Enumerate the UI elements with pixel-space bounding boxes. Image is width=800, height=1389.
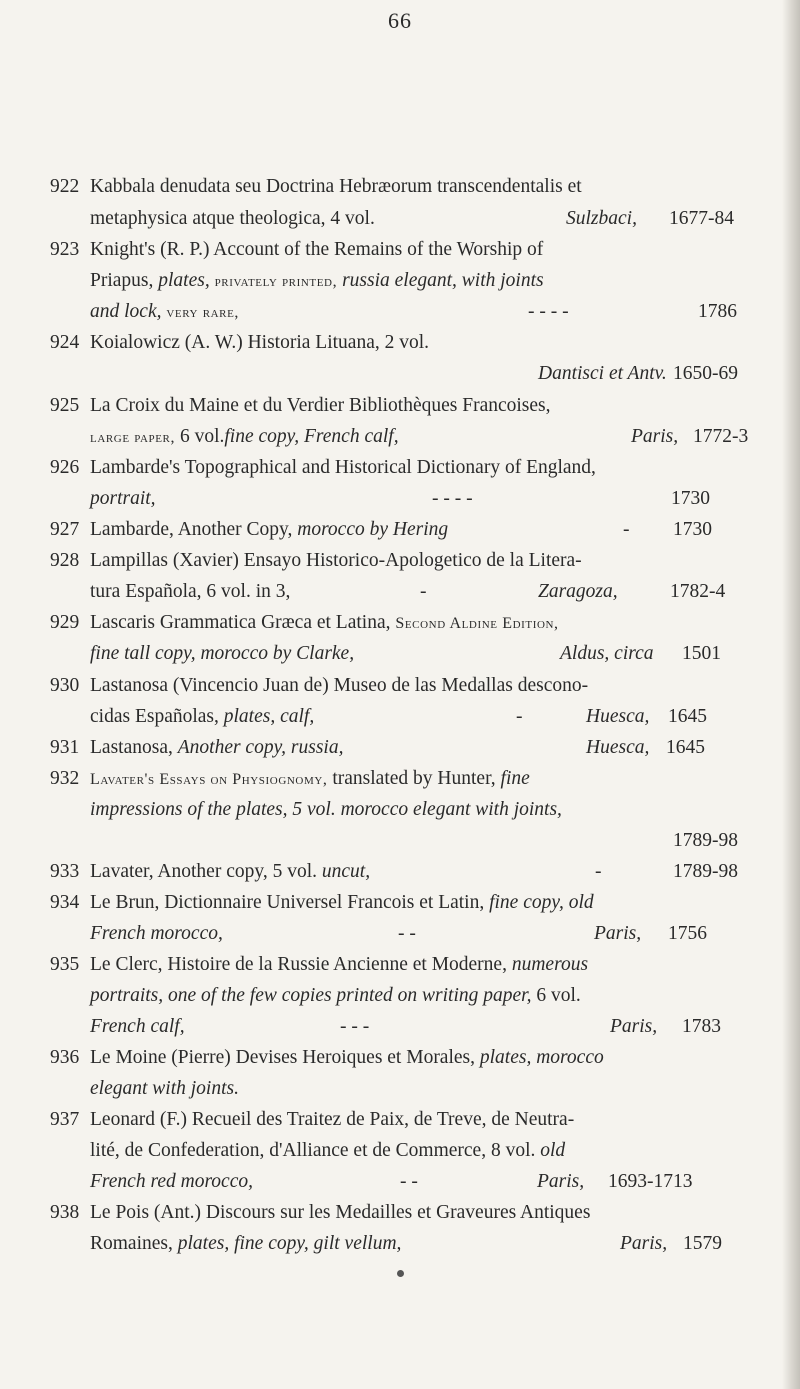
entry-text: Lambarde's Topographical and Historical Dictionary of England, [90,457,596,478]
entry-text: Leonard (F.) Recueil des Traitez de Paix, de Treve, de Neutra- [90,1109,575,1130]
entry-binding: fine tall copy, morocco by Clarke, [90,643,355,664]
entry-date: 1650-69 [673,363,738,384]
entry-number: 930 [50,675,80,696]
entry-date: 1783 [682,1016,721,1037]
entry-931 [50,738,343,758]
entry-935 [50,955,588,975]
entry-text: metaphysica atque theologica, 4 vol. [90,208,375,229]
entry-text: Lampillas (Xavier) Ensayo Historico-Apologetico de la Litera- [90,550,582,571]
entry-text: cidas Españolas, [90,706,224,727]
entry-binding: French calf, [90,1016,185,1037]
entry-number: 934 [50,892,80,913]
entry-note: privately printed, [214,273,338,290]
entry-922 [50,177,582,197]
entry-note: large paper, [90,429,176,446]
entry-number: 937 [50,1109,80,1130]
entry-number: 924 [50,332,80,353]
entry-binding: impressions of the plates, 5 vol. morocco elegant with joints, [90,799,562,820]
entry-place: Paris, [594,923,642,944]
leader-dashes: - [516,706,523,727]
leader-dashes: - - [398,923,416,944]
entry-926 [50,458,596,478]
entry-date: 1645 [668,706,707,727]
entry-date: 1782-4 [670,581,726,602]
entry-number: 933 [50,861,80,882]
entry-date: 1730 [673,519,712,540]
entry-text: 6 vol. [536,985,581,1006]
entry-binding: fine copy, old [489,892,594,913]
entry-928-line2 [90,582,290,602]
entry-number: 932 [50,768,80,789]
entry-924 [50,333,429,353]
entry-928 [50,551,582,571]
entry-number: 931 [50,737,80,758]
entry-934-line2 [90,924,223,944]
entry-930-line2 [90,707,314,727]
entry-date: 1645 [666,737,705,758]
entry-place: Paris, [620,1233,668,1254]
entry-930 [50,676,588,696]
entry-932 [50,769,530,789]
entry-binding: plates, calf, [223,706,315,727]
entry-926-line2 [90,489,156,509]
entry-938-line2 [90,1234,401,1254]
leader-dashes: - [420,581,427,602]
entry-938 [50,1203,590,1223]
entry-text: Knight's (R. P.) Account of the Remains of the Worship of [90,239,544,260]
entry-text: Le Clerc, Histoire de la Russie Ancienne et Moderne, [90,954,507,975]
entry-925-line2 [90,427,399,447]
entry-binding: French morocco, [90,923,223,944]
entry-text: Priapus, [90,270,159,291]
entry-number: 922 [50,176,80,197]
entry-note: portrait, [90,488,156,509]
entry-number: 928 [50,550,80,571]
entry-binding: morocco by Hering [297,519,449,540]
entry-note: very rare, [166,304,240,321]
entry-932-line2 [90,800,562,820]
entry-927 [50,520,448,540]
entry-binding: plates, morocco [479,1047,604,1068]
entry-934 [50,893,594,913]
entry-place: Huesca, [586,706,650,727]
entry-text: Le Pois (Ant.) Discours sur les Medailles et Graveures Antiques [90,1202,591,1223]
entry-number: 936 [50,1047,80,1068]
entry-place: Zaragoza, [538,581,618,602]
entry-date: 1730 [671,488,710,509]
page-number: 66 [388,8,412,33]
entry-place: Huesca, [586,737,650,758]
entry-note: uncut, [321,861,371,882]
entry-text: Kabbala denudata seu Doctrina Hebræorum transcendentalis et [90,176,582,197]
entry-number: 923 [50,239,80,260]
entry-923-line3 [90,302,239,322]
entry-937 [50,1110,574,1130]
entry-binding: plates, fine copy, gilt vellum, [177,1233,402,1254]
entry-929-line2 [90,644,354,664]
entry-937-line3 [90,1172,253,1192]
entry-925 [50,396,551,416]
entry-note: plates, [158,270,210,291]
entry-935-line3 [90,1017,185,1037]
entry-date: 1579 [683,1233,722,1254]
entry-binding: russia elegant, with joints [342,270,544,291]
entry-text: Le Moine (Pierre) Devises Heroiques et Morales, [90,1047,476,1068]
entry-text: Romaines, [90,1233,173,1254]
entry-binding: Another copy, russia, [177,737,344,758]
leader-dashes: - - - - [528,301,569,322]
entry-text: tura Española, 6 vol. in 3, [90,581,291,602]
entry-text: Le Brun, Dictionnaire Universel Francois et Latin, [90,892,485,913]
entry-922-line2 [90,209,375,229]
entry-place: Aldus, circa [560,643,654,664]
entry-text: 6 vol. [179,426,225,447]
entry-date: 1756 [668,923,707,944]
entry-place: Paris, [537,1171,585,1192]
entry-text: Lavater, Another copy, 5 vol. [90,861,318,882]
entry-date: 1789-98 [673,830,738,851]
entry-text: Lastanosa, [90,737,178,758]
entry-place: Paris, [610,1016,658,1037]
entry-933 [50,862,370,882]
entry-937-line2 [90,1141,565,1161]
entry-936 [50,1048,604,1068]
entry-date: 1693-1713 [608,1171,693,1192]
entry-number: 927 [50,519,80,540]
entry-binding: elegant with joints. [90,1078,239,1099]
entry-936-line2 [90,1079,239,1099]
entry-note: Second Aldine Edition, [395,615,559,632]
entry-number: 935 [50,954,80,975]
entry-929 [50,613,559,633]
entry-923-line2 [90,271,544,291]
entry-text: Lambarde, Another Copy, [90,519,293,540]
entry-date: 1677-84 [669,208,734,229]
bullet-mark [397,1270,404,1277]
entry-note: portraits, one of the few copies printed on writing paper, [90,985,532,1006]
entry-text: translated by Hunter, [327,768,496,789]
entry-place: Sulzbaci, [566,208,637,229]
page-edge-shadow [782,0,800,1389]
leader-dashes: - - - - [432,488,473,509]
leader-dashes: - [623,519,630,540]
entry-935-line2 [90,986,581,1006]
entry-place: Paris, [631,426,679,447]
entry-text: lité, de Confederation, d'Alliance et de Commerce, 8 vol. [90,1140,536,1161]
leader-dashes: - - - [340,1016,370,1037]
entry-text: Koialowicz (A. W.) Historia Lituana, 2 vol. [90,332,430,353]
entry-date: 1501 [682,643,721,664]
entry-note: numerous [511,954,589,975]
entry-number: 926 [50,457,80,478]
entry-date: 1772-3 [693,426,749,447]
entry-text: Lavater's Essays on Physiognomy, [90,771,328,788]
entry-place: Dantisci et Antv. [538,363,667,384]
entry-number: 925 [50,395,80,416]
entry-text: La Croix du Maine et du Verdier Bibliothèques Francoises, [90,395,551,416]
entry-number: 938 [50,1202,80,1223]
entry-note: fine [500,768,530,789]
entry-number: 929 [50,612,80,633]
entry-date: 1789-98 [673,861,738,882]
entry-923 [50,240,543,260]
entry-date: 1786 [698,301,737,322]
entry-text: Lastanosa (Vincencio Juan de) Museo de las Medallas descono- [90,675,589,696]
entry-text: Lascaris Grammatica Græca et Latina, [90,612,391,633]
entry-binding: French red morocco, [90,1171,253,1192]
entry-binding: fine copy, French calf, [224,426,399,447]
leader-dashes: - [595,861,602,882]
leader-dashes: - - [400,1171,418,1192]
entry-binding: old [540,1140,566,1161]
entry-binding: and lock, [90,301,162,322]
